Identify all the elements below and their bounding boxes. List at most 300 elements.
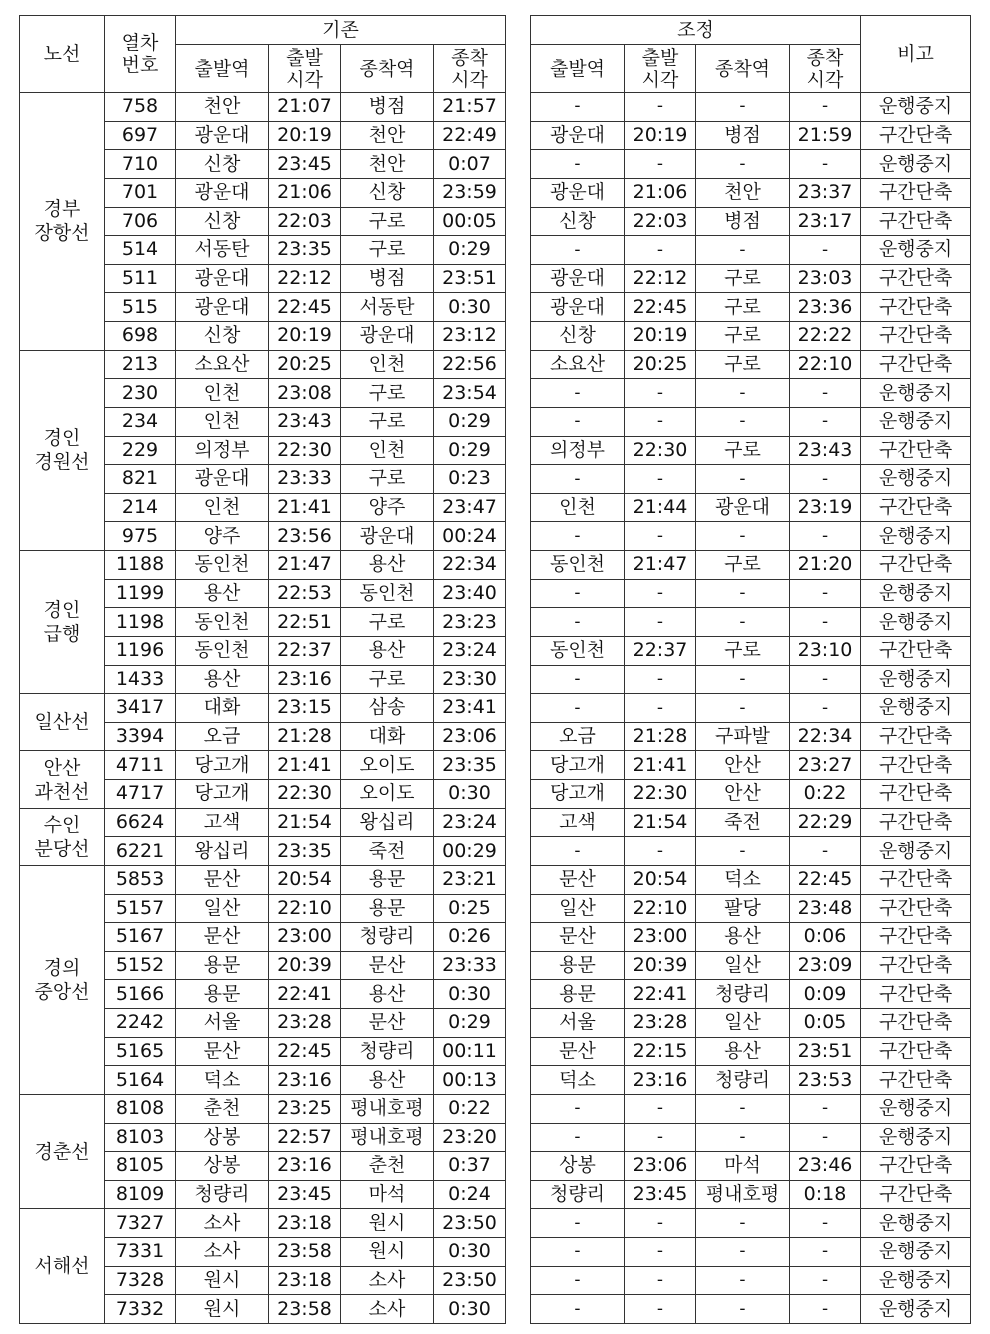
departure-time-cell: 23:45 [269,150,341,179]
terminal-station-cell: 삼송 [341,694,434,723]
departure-station-cell: 대화 [176,694,269,723]
train-number-cell: 697 [105,121,176,150]
departure-station-cell: 동인천 [176,636,269,665]
departure-time-cell: 20:19 [269,322,341,351]
terminal-station-cell: 용산 [341,551,434,580]
terminal-station-cell: 인천 [341,436,434,465]
departure-station-cell: 광운대 [176,465,269,494]
terminal-station-cell: 구로 [341,379,434,408]
departure-time-cell: 21:41 [269,493,341,522]
terminal-time-cell: 0:29 [434,436,506,465]
departure-station-cell: 신창 [176,150,269,179]
adj-departure-time-cell: - [625,465,696,494]
adj-departure-station-cell: 문산 [531,1037,625,1066]
terminal-time-cell: 0:30 [434,1238,506,1267]
table-row [531,264,971,293]
departure-station-cell: 동인천 [176,551,269,580]
adj-departure-time-cell: - [625,1266,696,1295]
remarks-cell: 운행중지 [861,608,971,637]
terminal-time-cell: 22:34 [434,551,506,580]
adj-departure-station-cell: - [531,150,625,179]
adj-departure-time-cell: - [625,837,696,866]
departure-time-cell: 23:58 [269,1238,341,1267]
header-adj-terminal-station: 종착역 [696,45,790,93]
train-number-cell: 7332 [105,1295,176,1324]
adj-terminal-station-cell: 구로 [696,436,790,465]
adj-departure-station-cell: - [531,1209,625,1238]
terminal-station-cell: 대화 [341,722,434,751]
adj-terminal-time-cell: - [790,1209,861,1238]
terminal-time-cell: 23:50 [434,1266,506,1295]
adj-terminal-station-cell: 안산 [696,751,790,780]
remarks-cell: 구간단축 [861,951,971,980]
terminal-time-cell: 23:40 [434,579,506,608]
adj-departure-time-cell: 23:06 [625,1152,696,1181]
table-row [531,407,971,436]
adj-departure-station-cell: - [531,608,625,637]
terminal-station-cell: 인천 [341,350,434,379]
table-row [531,894,971,923]
remarks-cell: 운행중지 [861,93,971,122]
table-row [531,1209,971,1238]
terminal-time-cell: 0:29 [434,1009,506,1038]
adj-departure-time-cell: 20:19 [625,121,696,150]
adj-departure-time-cell: 20:39 [625,951,696,980]
departure-time-cell: 20:39 [269,951,341,980]
adj-departure-time-cell: - [625,608,696,637]
departure-station-cell: 인천 [176,493,269,522]
header-terminal-time: 종착 시각 [434,45,506,93]
train-number-cell: 229 [105,436,176,465]
table-row [531,636,971,665]
terminal-station-cell: 용산 [341,1066,434,1095]
adj-terminal-time-cell: - [790,379,861,408]
adj-terminal-station-cell: - [696,1238,790,1267]
line-name-cell: 일산선 [20,694,105,751]
remarks-cell: 구간단축 [861,1180,971,1209]
adj-terminal-time-cell: - [790,465,861,494]
adj-terminal-time-cell: - [790,150,861,179]
terminal-time-cell: 23:23 [434,608,506,637]
adj-terminal-time-cell: 23:36 [790,293,861,322]
adj-departure-station-cell: 서울 [531,1009,625,1038]
adj-departure-time-cell: - [625,236,696,265]
departure-station-cell: 신창 [176,207,269,236]
train-number-cell: 230 [105,379,176,408]
terminal-station-cell: 구로 [341,465,434,494]
departure-time-cell: 23:56 [269,522,341,551]
header-adj-departure-station: 출발역 [531,45,625,93]
departure-station-cell: 광운대 [176,178,269,207]
header-adj-departure-time: 출발 시각 [625,45,696,93]
adj-departure-station-cell: 신창 [531,322,625,351]
terminal-station-cell: 서동탄 [341,293,434,322]
adj-terminal-station-cell: - [696,694,790,723]
departure-time-cell: 21:47 [269,551,341,580]
adj-departure-station-cell: - [531,236,625,265]
terminal-time-cell: 23:51 [434,264,506,293]
table-row [531,980,971,1009]
departure-time-cell: 23:25 [269,1094,341,1123]
terminal-station-cell: 평내호평 [341,1094,434,1123]
adj-departure-time-cell: 21:28 [625,722,696,751]
adj-terminal-station-cell: - [696,579,790,608]
terminal-station-cell: 청량리 [341,923,434,952]
adj-terminal-time-cell: 23:46 [790,1152,861,1181]
adj-departure-time-cell: - [625,665,696,694]
table-row [531,579,971,608]
adj-terminal-time-cell: 23:10 [790,636,861,665]
train-number-cell: 6624 [105,808,176,837]
adj-departure-time-cell: - [625,1209,696,1238]
adj-departure-station-cell: 문산 [531,865,625,894]
train-number-cell: 758 [105,93,176,122]
adj-departure-station-cell: - [531,1094,625,1123]
adj-terminal-time-cell: - [790,93,861,122]
departure-station-cell: 인천 [176,379,269,408]
remarks-cell: 구간단축 [861,865,971,894]
departure-station-cell: 문산 [176,1037,269,1066]
departure-station-cell: 덕소 [176,1066,269,1095]
adj-terminal-time-cell: 23:17 [790,207,861,236]
adj-terminal-station-cell: - [696,1094,790,1123]
departure-time-cell: 23:16 [269,1152,341,1181]
table-row [531,1094,971,1123]
adj-departure-time-cell: - [625,579,696,608]
terminal-station-cell: 용문 [341,894,434,923]
departure-station-cell: 용산 [176,665,269,694]
adj-terminal-station-cell: - [696,522,790,551]
adj-terminal-station-cell: 구로 [696,551,790,580]
adj-departure-station-cell: 신창 [531,207,625,236]
adj-terminal-station-cell: 병점 [696,121,790,150]
remarks-cell: 구간단축 [861,980,971,1009]
terminal-time-cell: 23:06 [434,722,506,751]
adj-departure-time-cell: - [625,522,696,551]
adj-departure-station-cell: - [531,1123,625,1152]
adj-departure-time-cell: 20:19 [625,322,696,351]
adj-terminal-station-cell: 안산 [696,780,790,809]
departure-station-cell: 양주 [176,522,269,551]
departure-time-cell: 23:58 [269,1295,341,1324]
table-row [20,350,506,379]
terminal-station-cell: 오이도 [341,751,434,780]
train-number-cell: 8109 [105,1180,176,1209]
terminal-station-cell: 마석 [341,1180,434,1209]
terminal-time-cell: 00:11 [434,1037,506,1066]
remarks-cell: 운행중지 [861,236,971,265]
adj-terminal-time-cell: 0:22 [790,780,861,809]
header-departure-station: 출발역 [176,45,269,93]
departure-station-cell: 문산 [176,865,269,894]
terminal-time-cell: 22:56 [434,350,506,379]
adj-terminal-time-cell: - [790,1238,861,1267]
remarks-cell: 구간단축 [861,293,971,322]
remarks-cell: 운행중지 [861,1209,971,1238]
adj-terminal-station-cell: 구로 [696,322,790,351]
remarks-cell: 운행중지 [861,1266,971,1295]
departure-station-cell: 신창 [176,322,269,351]
train-number-cell: 7327 [105,1209,176,1238]
terminal-station-cell: 구로 [341,236,434,265]
table-row [20,1209,506,1238]
remarks-cell: 운행중지 [861,579,971,608]
train-number-cell: 975 [105,522,176,551]
departure-time-cell: 23:35 [269,837,341,866]
terminal-station-cell: 춘천 [341,1152,434,1181]
header-group-adjusted: 조정 [531,16,861,45]
departure-time-cell: 22:53 [269,579,341,608]
adj-departure-station-cell: - [531,579,625,608]
table-row [20,93,506,122]
departure-station-cell: 소사 [176,1209,269,1238]
table-row [531,93,971,122]
table-row [531,665,971,694]
adj-terminal-time-cell: 21:59 [790,121,861,150]
departure-time-cell: 23:18 [269,1266,341,1295]
train-number-cell: 4711 [105,751,176,780]
departure-station-cell: 원시 [176,1266,269,1295]
adj-departure-time-cell: - [625,150,696,179]
adj-terminal-time-cell: 0:06 [790,923,861,952]
remarks-cell: 구간단축 [861,551,971,580]
terminal-time-cell: 23:59 [434,178,506,207]
terminal-time-cell: 0:25 [434,894,506,923]
terminal-time-cell: 0:30 [434,1295,506,1324]
original-schedule-table [19,15,506,1324]
train-number-cell: 1188 [105,551,176,580]
departure-time-cell: 22:30 [269,780,341,809]
table-row [531,522,971,551]
adj-terminal-time-cell: 0:05 [790,1009,861,1038]
departure-station-cell: 당고개 [176,751,269,780]
line-name-cell: 안산 과천선 [20,751,105,808]
adj-terminal-station-cell: 청량리 [696,980,790,1009]
remarks-cell: 운행중지 [861,465,971,494]
adj-departure-time-cell: - [625,407,696,436]
departure-station-cell: 소요산 [176,350,269,379]
remarks-cell: 구간단축 [861,722,971,751]
remarks-cell: 구간단축 [861,1009,971,1038]
table-row [531,1266,971,1295]
table-row [531,1123,971,1152]
adj-departure-station-cell: 문산 [531,923,625,952]
adj-terminal-station-cell: - [696,608,790,637]
adj-departure-time-cell: 22:12 [625,264,696,293]
adj-terminal-time-cell: 22:10 [790,350,861,379]
departure-time-cell: 23:43 [269,407,341,436]
departure-time-cell: 23:45 [269,1180,341,1209]
departure-time-cell: 22:10 [269,894,341,923]
adj-terminal-time-cell: 22:34 [790,722,861,751]
train-number-cell: 514 [105,236,176,265]
terminal-station-cell: 문산 [341,1009,434,1038]
table-row [531,1238,971,1267]
remarks-cell: 구간단축 [861,436,971,465]
adj-terminal-station-cell: - [696,93,790,122]
line-name-cell: 경인 급행 [20,551,105,694]
departure-station-cell: 용문 [176,951,269,980]
adj-terminal-station-cell: 병점 [696,207,790,236]
adj-departure-station-cell: - [531,665,625,694]
table-row [531,178,971,207]
departure-station-cell: 춘천 [176,1094,269,1123]
train-number-cell: 706 [105,207,176,236]
adj-terminal-station-cell: 구로 [696,293,790,322]
header-group-original: 기존 [176,16,506,45]
adj-departure-station-cell: 광운대 [531,121,625,150]
adj-terminal-station-cell: 구로 [696,264,790,293]
adj-terminal-station-cell: - [696,379,790,408]
departure-time-cell: 21:54 [269,808,341,837]
adj-departure-time-cell: 22:30 [625,436,696,465]
terminal-time-cell: 23:41 [434,694,506,723]
adj-terminal-station-cell: 일산 [696,951,790,980]
terminal-station-cell: 평내호평 [341,1123,434,1152]
adj-terminal-station-cell: 구파발 [696,722,790,751]
terminal-time-cell: 00:13 [434,1066,506,1095]
terminal-time-cell: 23:35 [434,751,506,780]
remarks-cell: 구간단축 [861,121,971,150]
adj-terminal-time-cell: - [790,1123,861,1152]
terminal-time-cell: 0:24 [434,1180,506,1209]
adj-departure-station-cell: 광운대 [531,178,625,207]
departure-station-cell: 광운대 [176,264,269,293]
remarks-cell: 구간단축 [861,264,971,293]
departure-time-cell: 22:41 [269,980,341,1009]
table-row [531,722,971,751]
adj-terminal-station-cell: - [696,407,790,436]
adj-departure-time-cell: 22:37 [625,636,696,665]
table-row [20,751,506,780]
remarks-cell: 구간단축 [861,1066,971,1095]
adj-terminal-station-cell: 광운대 [696,493,790,522]
table-row [531,1152,971,1181]
adj-terminal-time-cell: - [790,1094,861,1123]
departure-time-cell: 23:08 [269,379,341,408]
terminal-station-cell: 원시 [341,1238,434,1267]
adj-departure-time-cell: 22:41 [625,980,696,1009]
terminal-time-cell: 0:22 [434,1094,506,1123]
header-adj-terminal-time: 종착 시각 [790,45,861,93]
terminal-station-cell: 구로 [341,608,434,637]
terminal-station-cell: 죽전 [341,837,434,866]
table-row [531,1295,971,1324]
departure-station-cell: 용문 [176,980,269,1009]
terminal-time-cell: 23:50 [434,1209,506,1238]
terminal-time-cell: 23:24 [434,808,506,837]
train-number-cell: 5165 [105,1037,176,1066]
adj-departure-time-cell: 22:03 [625,207,696,236]
table-row [20,865,506,894]
departure-station-cell: 문산 [176,923,269,952]
adj-terminal-station-cell: - [696,1295,790,1324]
remarks-cell: 구간단축 [861,493,971,522]
table-row [531,1180,971,1209]
table-row [531,1009,971,1038]
departure-time-cell: 23:28 [269,1009,341,1038]
adj-departure-time-cell: 22:10 [625,894,696,923]
remarks-cell: 구간단축 [861,178,971,207]
table-row [20,694,506,723]
terminal-station-cell: 문산 [341,951,434,980]
train-number-cell: 4717 [105,780,176,809]
adj-departure-station-cell: - [531,407,625,436]
terminal-station-cell: 구로 [341,207,434,236]
departure-station-cell: 당고개 [176,780,269,809]
table-row [531,951,971,980]
adj-terminal-station-cell: - [696,837,790,866]
train-number-cell: 214 [105,493,176,522]
adj-departure-time-cell: 20:54 [625,865,696,894]
adj-departure-station-cell: 당고개 [531,780,625,809]
adj-departure-time-cell: 22:15 [625,1037,696,1066]
departure-time-cell: 23:15 [269,694,341,723]
departure-time-cell: 22:03 [269,207,341,236]
table-row [531,236,971,265]
train-number-cell: 701 [105,178,176,207]
adj-departure-station-cell: 인천 [531,493,625,522]
terminal-time-cell: 0:26 [434,923,506,952]
adj-departure-time-cell: 21:54 [625,808,696,837]
departure-station-cell: 인천 [176,407,269,436]
departure-station-cell: 소사 [176,1238,269,1267]
departure-station-cell: 서동탄 [176,236,269,265]
adj-departure-time-cell: - [625,1295,696,1324]
departure-time-cell: 22:57 [269,1123,341,1152]
departure-time-cell: 23:16 [269,1066,341,1095]
line-name-cell: 경인 경원선 [20,350,105,550]
adj-departure-time-cell: 23:28 [625,1009,696,1038]
adj-departure-station-cell: 청량리 [531,1180,625,1209]
train-number-cell: 1199 [105,579,176,608]
adj-departure-station-cell: - [531,694,625,723]
table-row [531,493,971,522]
adj-departure-station-cell: 광운대 [531,293,625,322]
adj-terminal-station-cell: 천안 [696,178,790,207]
adj-terminal-time-cell: 0:18 [790,1180,861,1209]
train-number-cell: 3394 [105,722,176,751]
departure-time-cell: 20:19 [269,121,341,150]
adj-departure-time-cell: - [625,694,696,723]
remarks-cell: 운행중지 [861,694,971,723]
adj-departure-station-cell: 소요산 [531,350,625,379]
remarks-cell: 구간단축 [861,808,971,837]
adj-terminal-station-cell: - [696,1209,790,1238]
table-row [20,808,506,837]
adj-departure-time-cell: - [625,1094,696,1123]
remarks-cell: 구간단축 [861,894,971,923]
departure-time-cell: 21:28 [269,722,341,751]
adj-terminal-station-cell: - [696,150,790,179]
table-row [531,808,971,837]
adj-terminal-time-cell: - [790,522,861,551]
remarks-cell: 운행중지 [861,665,971,694]
table-row [531,608,971,637]
adj-departure-station-cell: 상봉 [531,1152,625,1181]
train-number-cell: 5164 [105,1066,176,1095]
terminal-time-cell: 0:30 [434,780,506,809]
departure-time-cell: 22:30 [269,436,341,465]
adj-terminal-station-cell: 덕소 [696,865,790,894]
departure-time-cell: 22:51 [269,608,341,637]
remarks-cell: 구간단축 [861,1037,971,1066]
terminal-time-cell: 23:47 [434,493,506,522]
train-number-cell: 821 [105,465,176,494]
adj-terminal-time-cell: 23:43 [790,436,861,465]
departure-station-cell: 고색 [176,808,269,837]
table-row [531,865,971,894]
